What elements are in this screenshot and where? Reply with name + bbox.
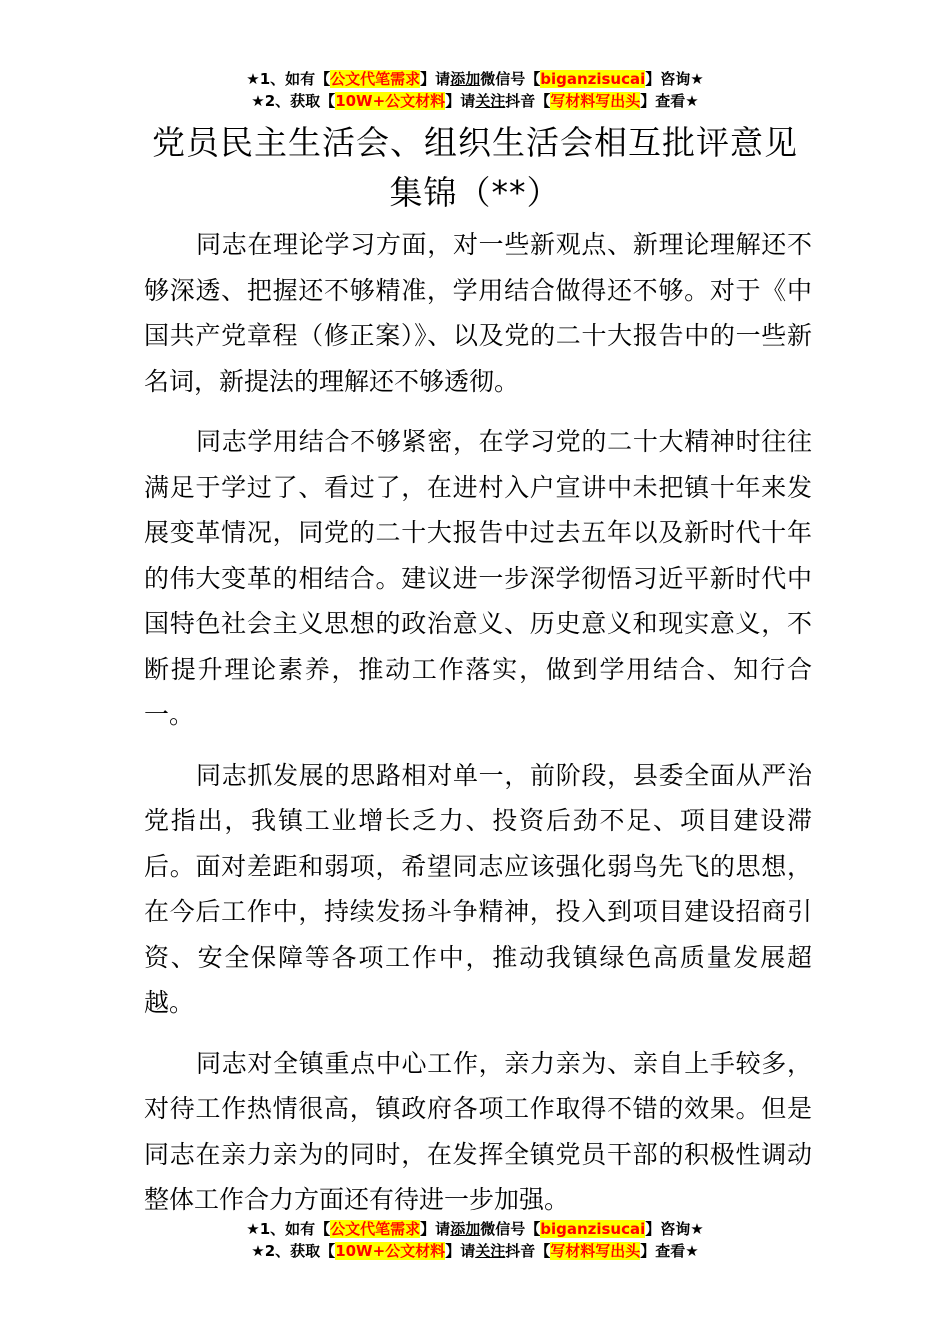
banner-highlight-wechat-id: biganzisucai (540, 1220, 646, 1238)
banner-text: ★1、如有【 (246, 70, 331, 88)
banner-text: 】请 (445, 1242, 476, 1260)
banner-line-1 (0, 1218, 950, 1240)
banner-text: 抖音【 (505, 92, 551, 110)
banner-text: ★2、获取【 (251, 1242, 336, 1260)
banner-highlight-service: 公文代笔需求 (330, 1220, 421, 1238)
banner-highlight-douyin: 写材料写出头 (550, 92, 641, 110)
banner-text: ★1、如有【 (246, 1220, 331, 1238)
banner-text: 抖音【 (505, 1242, 551, 1260)
banner-text: 】请 (420, 1220, 451, 1238)
banner-text: ★2、获取【 (251, 92, 336, 110)
header-banner (0, 68, 950, 112)
document-body (144, 222, 812, 1238)
banner-underlined-text: 添加 (450, 1220, 481, 1238)
banner-text: 】咨询★ (645, 70, 704, 88)
banner-line-2 (0, 1240, 950, 1262)
banner-highlight-materials: 10W+公文材料 (335, 92, 446, 110)
banner-underlined-text: 关注 (475, 1242, 506, 1260)
banner-text: 】咨询★ (645, 1220, 704, 1238)
banner-text: 】请 (420, 70, 451, 88)
footer-banner (0, 1218, 950, 1262)
banner-underlined-text: 关注 (475, 92, 506, 110)
banner-underlined-text: 添加 (450, 70, 481, 88)
banner-line-2 (0, 90, 950, 112)
banner-text: 微信号【 (480, 70, 541, 88)
paragraph: 同志抓发展的思路相对单一，前阶段，县委全面从严治党指出，我镇工业增长乏力、投资后劲不足、项目建设滞后。面对差距和弱项，希望同志应该强化弱鸟先飞的思想，在今后工作中，持续发扬斗争精神，投入到项目建设招商引资、安全保障等各项工作中，推动我镇绿色高质量发展超越。 (144, 760, 812, 1017)
banner-line-1 (0, 68, 950, 90)
document-title: 党员民主生活会、组织生活会相互批评意见集锦（**） (152, 123, 798, 212)
banner-text: 微信号【 (480, 1220, 541, 1238)
banner-text: 】请 (445, 92, 476, 110)
banner-highlight-materials: 10W+公文材料 (335, 1242, 446, 1260)
paragraph: 同志对全镇重点中心工作，亲力亲为、亲自上手较多，对待工作热情很高，镇政府各项工作取得不错的效果。但是同志在亲力亲为的同时，在发挥全镇党员干部的积极性调动整体工作合力方面还有待进一步加强。 (144, 1048, 812, 1214)
banner-highlight-douyin: 写材料写出头 (550, 1242, 641, 1260)
banner-highlight-service: 公文代笔需求 (330, 70, 421, 88)
banner-text: 】查看★ (640, 1242, 699, 1260)
banner-highlight-wechat-id: biganzisucai (540, 70, 646, 88)
banner-text: 】查看★ (640, 92, 699, 110)
paragraph: 同志学用结合不够紧密，在学习党的二十大精神时往往满足于学过了、看过了，在进村入户宣讲中未把镇十年来发展变革情况，同党的二十大报告中过去五年以及新时代十年的伟大变革的相结合。建议进一步深学彻悟习近平新时代中国特色社会主义思想的政治意义、历史意义和现实意义，不断提升理论素养，推动工作落实，做到学用结合、知行合一。 (144, 427, 812, 729)
paragraph: 同志在理论学习方面，对一些新观点、新理论理解还不够深透、把握还不够精准，学用结合做得还不够。对于《中国共产党章程（修正案）》、以及党的二十大报告中的一些新名词，新提法的理解还不够透彻。 (144, 230, 812, 396)
